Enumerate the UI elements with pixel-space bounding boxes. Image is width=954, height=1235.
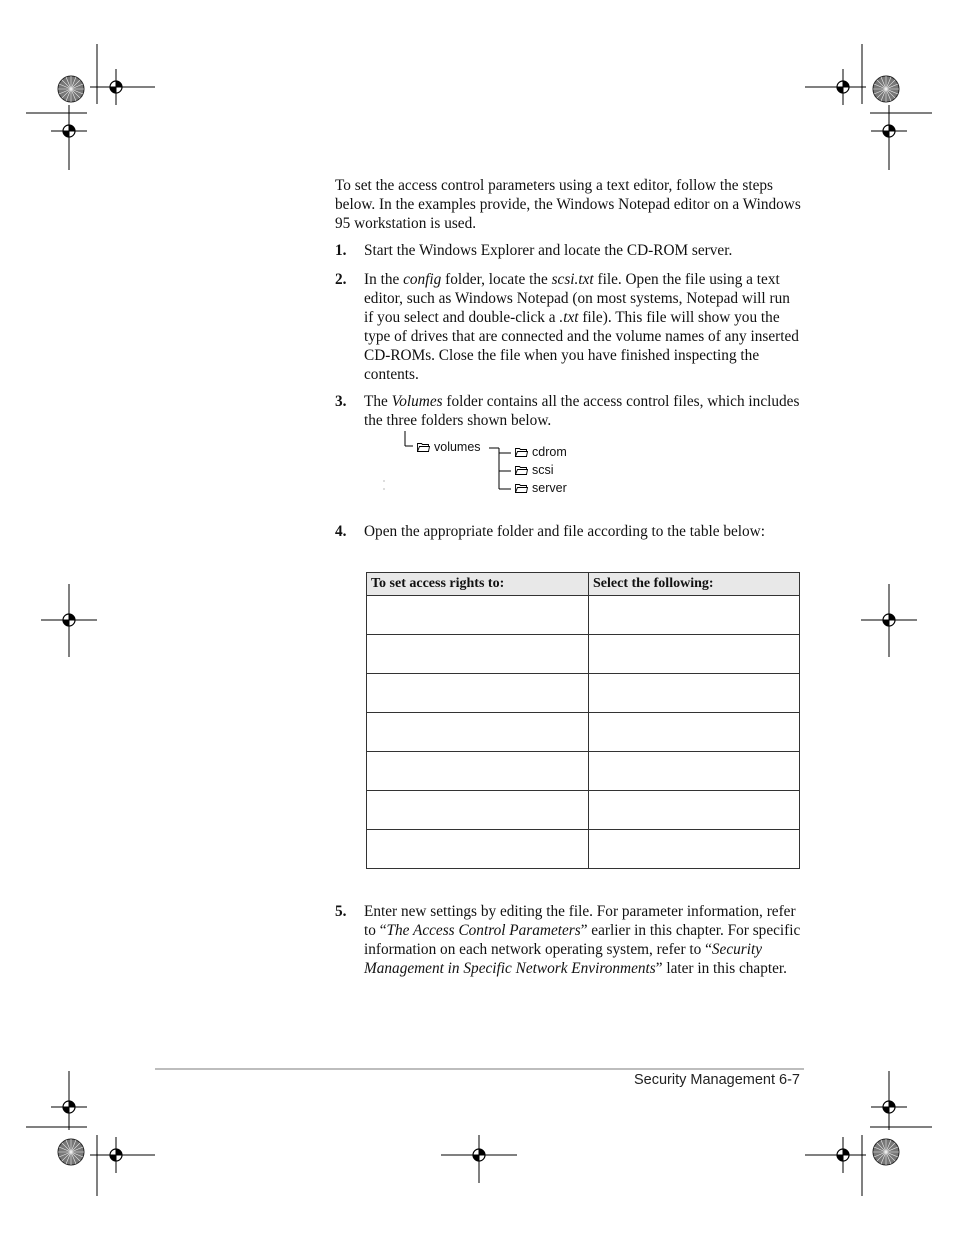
folder-icon [515,465,528,475]
folder-icon [515,483,528,493]
table-cell [589,752,800,791]
volumes-folder-name: Volumes [391,393,443,410]
step-number: 1. [335,242,347,259]
table-cell [589,596,800,635]
step-number: 2. [335,271,347,288]
step-text: Start the Windows Explorer and locate the CD-ROM server. [364,242,733,259]
table-cell [367,596,589,635]
access-rights-table [366,572,800,869]
column-header: To set access rights to: [367,573,589,596]
tree-node-label: server [532,481,567,495]
tree-node-label: scsi [532,463,554,477]
table-row [367,791,800,830]
txt-extension: .txt [559,309,579,326]
footer-rule [155,1068,804,1070]
config-folder-name: config [403,271,442,288]
step-1 [335,241,803,260]
scsi-file-name: scsi.txt [551,271,594,288]
table-cell [589,635,800,674]
tree-node-scsi[interactable] [515,463,554,477]
folder-icon [417,442,430,452]
tree-node-server[interactable] [515,481,567,495]
table-row [367,635,800,674]
step-4 [335,522,803,541]
table-cell [367,752,589,791]
tree-node-cdrom[interactable] [515,445,567,459]
cross-reference: Security Management in Specific Network Environments [364,941,763,977]
intro-paragraph: To set the access control parameters using a text editor, follow the steps below. In the examples provide, the Windows Notepad editor on a Windows 95 workstation is used. [335,177,801,232]
table-cell [367,791,589,830]
tree-connectors [383,428,603,500]
table-cell [367,674,589,713]
table-header-row [367,573,800,596]
table-row [367,596,800,635]
step-number: 5. [335,903,347,920]
table-cell [589,830,800,869]
step-text: Open the appropriate folder and file according to the table below: [364,523,765,540]
table-cell [589,713,800,752]
table-row [367,713,800,752]
step-text: Enter new settings by editing the file. For parameter information, refer to “The Access Control Parameters” earlier in this chapter. For specific information on each network operating system, refer to “Security Management in Specific Network Environments” later in this chapter. [364,903,801,977]
step-text: The Volumes folder contains all the access control files, which includes the three folders shown below. [364,393,800,429]
step-text: In the config folder, locate the scsi.txt file. Open the file using a text editor, such as Windows Notepad (on most systems, Notepad will run if you select and double-click a .txt file). This file will show you the type of drives that are connected and the volume names of any inserted CD-ROMs. Close the file when you have finished inspecting the contents. [364,271,799,383]
step-number: 3. [335,393,347,410]
tree-node-volumes[interactable] [417,440,481,454]
page-footer: Security Management 6-7 [633,1072,800,1088]
tree-node-label: volumes [434,440,481,454]
table-row [367,830,800,869]
step-5 [335,902,803,978]
step-number: 4. [335,523,347,540]
cross-reference: The Access Control Parameters [386,922,581,939]
tree-node-label: cdrom [532,445,567,459]
table-cell [589,791,800,830]
table-row [367,674,800,713]
folder-icon [515,447,528,457]
table-row [367,752,800,791]
table-cell [589,674,800,713]
folder-tree [383,428,603,500]
step-3 [335,392,803,430]
table-cell [367,713,589,752]
table-cell [367,830,589,869]
table-cell [367,635,589,674]
column-header: Select the following: [589,573,800,596]
step-2 [335,270,803,384]
